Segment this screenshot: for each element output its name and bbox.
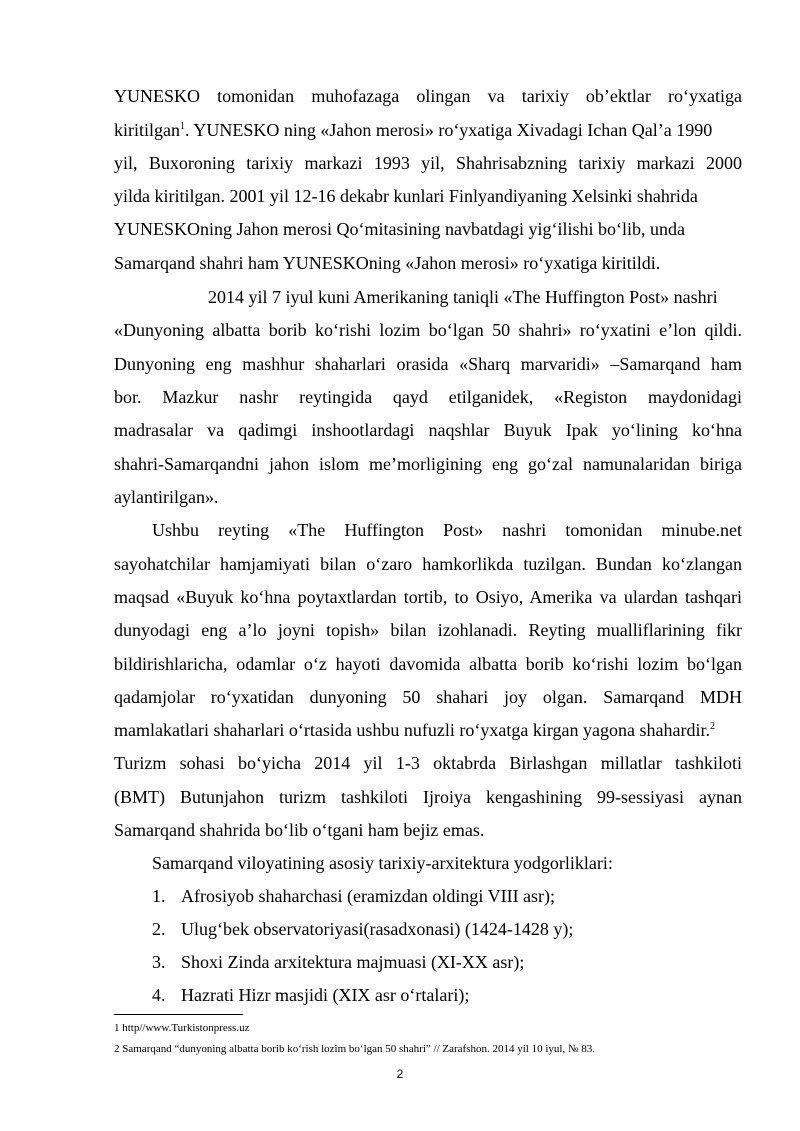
footnote-divider xyxy=(114,1014,243,1015)
body-line-text: mamlakatlari shaharlari o‘rtasida ushbu nufuzli ro‘yxatga kirgan yagona shahardir. xyxy=(114,720,710,740)
body-line: Dunyoning eng mashhur shaharlari orasida «Sharq marvaridi» –Samarqand ham xyxy=(114,354,742,374)
body-line: Turizm sohasi bo‘yicha 2014 yil 1-3 oktabrda Birlashgan millatlar tashkiloti xyxy=(114,753,742,773)
body-line: YUNESKO tomonidan muhofazaga olingan va tarixiy ob’ektlar ro‘yxatiga xyxy=(114,86,742,106)
list-item-text: Shoxi Zinda arxitektura majmuasi (XI-XX asr); xyxy=(181,952,525,972)
footnote-1: 1 http//www.Turkistonpress.uz xyxy=(114,1022,250,1034)
list-item-number: 1. xyxy=(152,886,166,906)
body-line: yilda kiritilgan. 2001 yil 12-16 dekabr kunlari Finlyandiyaning Xelsinki shahrida xyxy=(114,186,698,206)
body-line: «Dunyoning albatta borib ko‘rishi lozim bo‘lgan 50 shahri» ro‘yxatini e’lon qildi. xyxy=(114,320,742,340)
body-line-text: . YUNESKO ning «Jahon merosi» ro‘yxatiga Xivadagi Ichan Qal’a 1990 xyxy=(185,120,713,140)
body-line: bor. Mazkur nashr reytingida qayd etilganidek, «Registon maydonidagi xyxy=(114,387,742,407)
list-item-number: 4. xyxy=(152,985,166,1005)
body-line: bildirishlaricha, odamlar o‘z hayoti davomida albatta borib ko‘rishi lozim bo‘lgan xyxy=(114,654,742,674)
body-line: sayohatchilar hamjamiyati bilan o‘zaro hamkorlikda tuzilgan. Bundan ko‘zlangan xyxy=(114,554,742,574)
body-line: 2014 yil 7 iyul kuni Amerikaning taniqli «The Huffington Post» nashri xyxy=(208,287,718,307)
list-item-number: 2. xyxy=(152,919,166,939)
body-line: shahri-Samarqandni jahon islom me’morligining eng go‘zal namunalaridan biriga xyxy=(114,454,742,474)
body-line: madrasalar va qadimgi inshootlardagi naqshlar Buyuk Ipak yo‘lining ko‘hna xyxy=(114,420,742,440)
page-number: 2 xyxy=(396,1067,404,1081)
body-line: YUNESKOning Jahon merosi Qo‘mitasining navbatdagi yig‘ilishi bo‘lib, unda xyxy=(114,219,685,239)
body-line-text: kiritilgan xyxy=(114,120,180,140)
footnote-ref-1: 1 xyxy=(180,121,185,132)
list-item-text: Afrosiyob shaharchasi (eramizdan oldingi VIII asr); xyxy=(181,886,556,906)
body-line: dunyodagi eng a’lo joyni topish» bilan izohlanadi. Reyting mualliflarining fikr xyxy=(114,620,742,640)
body-line: maqsad «Buyuk ko‘hna poytaxtlardan tortib, to Osiyo, Amerika va ulardan tashqari xyxy=(114,587,742,607)
body-line xyxy=(114,119,742,141)
body-line: (BMT) Butunjahon turizm tashkiloti Ijroiya kengashining 99-sessiyasi aynan xyxy=(114,787,742,807)
list-item-text: Hazrati Hizr masjidi (XIX asr o‘rtalari); xyxy=(181,985,470,1005)
body-line: Samarqand viloyatining asosiy tarixiy-arxitektura yodgorliklari: xyxy=(152,853,613,873)
body-line: Ushbu reyting «The Huffington Post» nashri tomonidan minube.net xyxy=(152,520,742,540)
list-item-number: 3. xyxy=(152,952,166,972)
footnote-ref-2: 2 xyxy=(709,721,715,732)
body-line xyxy=(114,719,742,741)
list-item-text: Ulug‘bek observatoriyasi(rasadxonasi) (1424-1428 y); xyxy=(181,919,574,939)
body-line: aylantirilgan». xyxy=(114,487,219,507)
footnote-2: 2 Samarqand “dunyoning albatta borib ko‘rish lozim bo‘lgan 50 shahri” // Zarafshon. 2014 yil 10 iyul, № 83. xyxy=(114,1043,595,1055)
body-line: qadamjolar ro‘yxatidan dunyoning 50 shahari joy olgan. Samarqand MDH xyxy=(114,687,742,707)
body-line: Samarqand shahri ham YUNESKOning «Jahon merosi» ro‘yxatiga kiritildi. xyxy=(114,253,661,273)
body-line: Samarqand shahrida bo‘lib o‘tgani ham bejiz emas. xyxy=(114,820,485,840)
body-line: yil, Buxoroning tarixiy markazi 1993 yil, Shahrisabzning tarixiy markazi 2000 xyxy=(114,153,742,173)
